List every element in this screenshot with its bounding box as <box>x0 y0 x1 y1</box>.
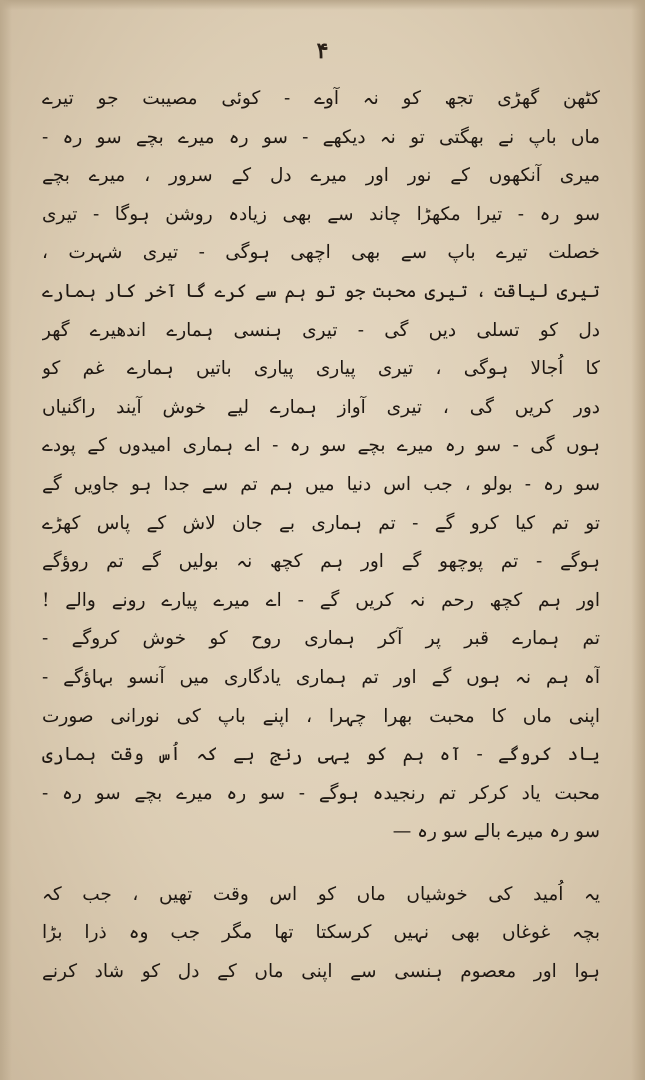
text-line: یہ اُمید کی خوشیاں ماں کو اس وقت تھیں ، جب کہ <box>42 883 600 905</box>
text-line: بچہ غوغاں بھی نہیں کرسکتا تھا مگر جب وہ ذرا بڑا <box>42 922 600 944</box>
text-line: اور ہم کچھ رحم نہ کریں گے - اے میرے پیارے رونے والے ! <box>42 589 600 611</box>
paragraph-2 <box>42 876 600 992</box>
text-line: آہ ہم نہ ہوں گے اور تم ہماری یادگاری میں آنسو بہاؤگے - <box>42 666 600 688</box>
text-line: میری آنکھوں کے نور اور میرے دل کے سرور ، میرے بچے <box>42 165 600 187</box>
text-line: محبت یاد کرکر تم رنجیدہ ہوگے - سو رہ میرے بچے سو رہ - <box>42 782 600 804</box>
text-line: سو رہ - بولو ، جب اس دنیا میں ہم تم سے جدا ہو جاویں گے <box>42 473 600 495</box>
text-line: ہوں گی - سو رہ میرے بچے سو رہ - اے ہماری امیدوں کے پودے <box>42 435 600 457</box>
text-line: ماں باپ نے بھگتی تو نہ دیکھے - سو رہ میرے بچے سو رہ - <box>42 126 600 148</box>
text-line: خصلت تیرے باپ سے بھی اچھی ہوگی - تیری شہرت ، <box>42 242 600 264</box>
text-line: تم ہمارے قبر پر آکر ہماری روح کو خوش کروگے - <box>42 628 600 650</box>
paragraph-gap <box>42 852 600 876</box>
text-line: دل کو تسلی دیں گی - تیری ہنسی ہمارے اندھیرے گھر <box>42 319 600 341</box>
text-line: تیری لیاقت ، تیری محبت جو تو ہم سے کرے گا آخر کار ہمارے <box>42 280 600 302</box>
text-line: یاد کروگے - آہ ہم کو یہی رنج ہے کہ اُس وقت ہماری <box>42 744 600 766</box>
text-line: کٹھن گھڑی تجھ کو نہ آوے - کوئی مصیبت جو تیرے <box>42 88 600 109</box>
page-edge-shadow-right <box>631 0 645 1080</box>
paragraph-1 <box>42 80 600 852</box>
text-line: اپنی ماں کا محبت بھرا چہرا ، اپنے باپ کی نورانی صورت <box>42 705 600 727</box>
text-line: دور کریں گی ، تیری آواز ہمارے لیے خوش آیند راگنیاں <box>42 396 600 418</box>
body-text <box>42 80 600 992</box>
text-line: سو رہ - تیرا مکھڑا چاند سے بھی زیادہ روشن ہوگا - تیری <box>42 203 600 225</box>
text-line: ہوا اور معصوم ہنسی سے اپنی ماں کے دل کو شاد کرنے <box>42 961 600 983</box>
text-line: ہوگے - تم پوچھو گے اور ہم کچھ نہ بولیں گے تم روؤگے <box>42 551 600 573</box>
text-line: سو رہ میرے بالے سو رہ — <box>392 821 600 843</box>
page-edge-shadow-left <box>0 0 12 1080</box>
text-line: کا اُجالا ہوگی ، تیری پیاری پیاری باتیں ہمارے غم کو <box>42 358 600 380</box>
page-edge-shadow-top <box>0 0 645 10</box>
page-number: ۴ <box>316 38 329 64</box>
text-line: تو تم کیا کرو گے - تم ہماری بے جان لاش کے پاس کھڑے <box>42 512 600 534</box>
